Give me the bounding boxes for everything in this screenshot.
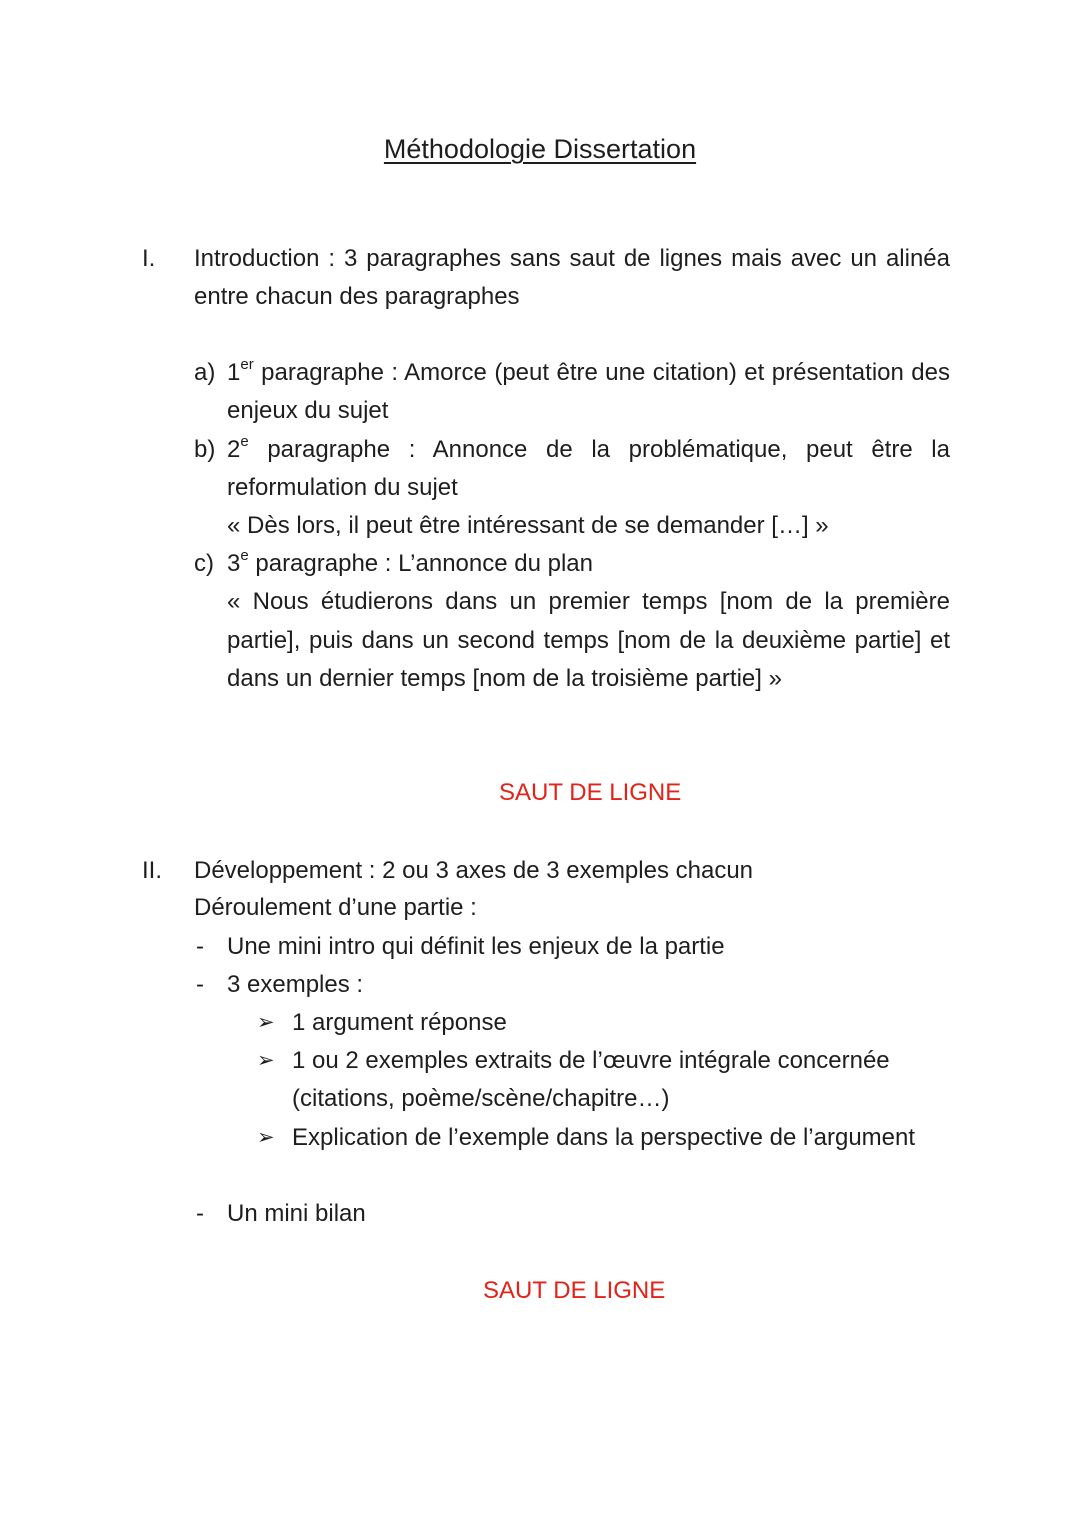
- item-c-text: [227, 545, 950, 583]
- page-title: Méthodologie Dissertation: [383, 134, 697, 164]
- item-a-body: paragraphe : Amorce (peut être une citation) et présentation des enjeux du sujet: [227, 359, 950, 424]
- item-marker-c: c): [194, 550, 214, 577]
- item-a-text: [227, 354, 950, 430]
- dash-marker: -: [196, 971, 204, 998]
- separator-2: SAUT DE LIGNE: [483, 1277, 666, 1304]
- item-c-body: paragraphe : L’annonce du plan: [248, 550, 593, 577]
- item-c-quote: « Nous étudierons dans un premier temps [nom de la première partie], puis dans un second temps [nom de la deuxième partie] et dans un dernier temps [nom de la troisième partie] »: [227, 588, 950, 692]
- separator-1: SAUT DE LIGNE: [499, 779, 682, 806]
- ordinal-suffix: e: [240, 433, 249, 450]
- item-marker-a: a): [194, 359, 216, 386]
- item-b-quote: « Dès lors, il peut être intéressant de se demander […] »: [227, 512, 829, 539]
- ordinal-suffix: e: [240, 547, 249, 564]
- section-1-heading: Introduction : 3 paragraphes sans saut de lignes mais avec un alinéa entre chacun des paragraphes: [194, 245, 950, 310]
- subitem-explanation: Explication de l’exemple dans la perspective de l’argument: [292, 1124, 916, 1151]
- ordinal-number: 2: [227, 436, 241, 463]
- arrow-bullet-icon: ➢: [257, 1126, 275, 1149]
- bullet-bilan: Un mini bilan: [227, 1200, 366, 1227]
- dash-marker: -: [196, 933, 204, 960]
- bullet-examples: 3 exemples :: [227, 971, 364, 998]
- arrow-bullet-icon: ➢: [257, 1049, 275, 1072]
- dash-marker: -: [196, 1200, 204, 1227]
- ordinal-number: 1: [227, 359, 241, 386]
- section-2-subheading: Déroulement d’une partie :: [194, 894, 477, 921]
- item-b-body: paragraphe : Annonce de la problématique, peut être la reformulation du sujet: [227, 436, 950, 501]
- section-numeral-2: II.: [142, 857, 163, 884]
- section-numeral-1: I.: [142, 245, 156, 272]
- subitem-argument: 1 argument réponse: [292, 1009, 507, 1036]
- ordinal-number: 3: [227, 550, 241, 577]
- arrow-bullet-icon: ➢: [257, 1011, 275, 1034]
- section-2-heading: Développement : 2 ou 3 axes de 3 exemples chacun: [194, 857, 754, 884]
- subitem-examples: 1 ou 2 exemples extraits de l’œuvre intégrale concernée (citations, poème/scène/chapitre…): [292, 1047, 890, 1112]
- item-b-text: [227, 431, 950, 507]
- item-marker-b: b): [194, 436, 216, 463]
- ordinal-suffix: er: [240, 356, 254, 373]
- bullet-intro: Une mini intro qui définit les enjeux de la partie: [227, 933, 725, 960]
